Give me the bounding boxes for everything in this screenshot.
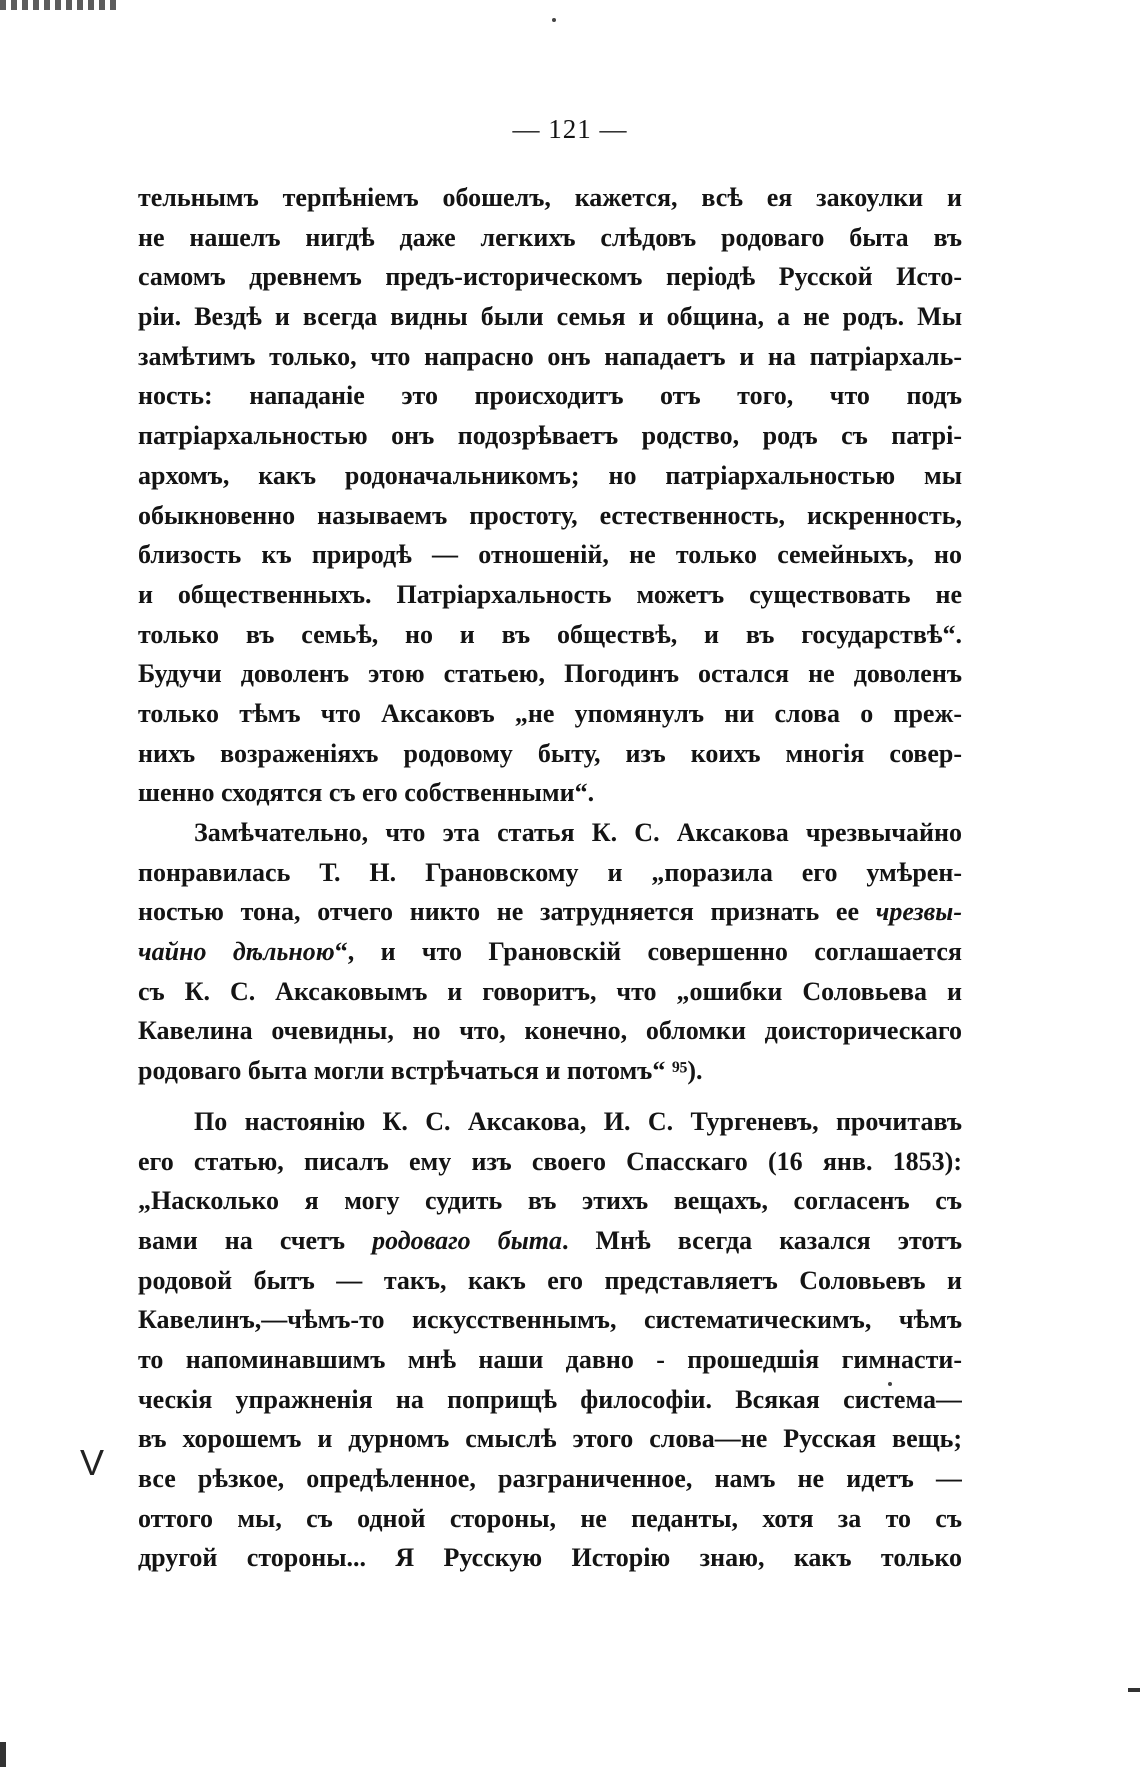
text-line: Замѣчательно, что эта статья К. С. Аксакова чрезвычайно (194, 818, 962, 847)
text-line: обыкновенно называемъ простоту, естественность, искренность, (138, 500, 962, 530)
scan-artifact-bottom-right (1128, 1688, 1140, 1692)
text-line: его статью, писалъ ему изъ своего Спасскаго (16 янв. 1853): (138, 1146, 962, 1176)
text-line: ріи. Вездѣ и всегда видны были семья и община, а не родъ. Мы (138, 302, 962, 332)
italic-run: чрезвы- (875, 897, 962, 927)
text-line: тельнымъ терпѣніемъ обошелъ, кажется, всѣ ея закоулки и (138, 183, 962, 212)
text-line: ность: нападаніе это происходитъ отъ того, что подъ (138, 381, 962, 411)
text-line: родовой бытъ — такъ, какъ его представляетъ Соловьевъ и (138, 1265, 962, 1295)
margin-handwritten-mark: V (80, 1442, 105, 1483)
text-line: Кавелинъ,—чѣмъ-то искусственнымъ, систематическимъ, чѣмъ (138, 1305, 962, 1335)
body-text (138, 178, 962, 1578)
text-line: патріархальностью онъ подозрѣваетъ родство, родъ съ патрі- (138, 421, 962, 451)
text-run: ностью тона, отчего никто не затрудняется признать ее (138, 897, 859, 927)
scan-artifact-top-left (0, 0, 120, 10)
italic-run: родоваго быта (372, 1225, 562, 1255)
text-line: въ хорошемъ и дурномъ смыслѣ этого слова—не Русская вещь; (138, 1424, 962, 1454)
text-line: оттого мы, съ одной стороны, не педанты, хотя за то съ (138, 1503, 962, 1533)
text-line: другой стороны... Я Русскую Исторію знаю, какъ только (138, 1543, 962, 1573)
text-line: понравилась Т. Н. Грановскому и „поразила его умѣрен- (138, 857, 962, 887)
text-line (138, 932, 962, 972)
text-line: самомъ древнемъ предъ-историческомъ періодѣ Русской Исто- (138, 262, 962, 292)
text-line (138, 892, 962, 932)
text-line: не нашелъ нигдѣ даже легкихъ слѣдовъ родоваго быта въ (138, 222, 962, 252)
italic-run: чайно дѣльною (138, 937, 335, 967)
text-line: „Насколько я могу судить въ этихъ вещахъ, согласенъ съ (138, 1186, 962, 1216)
text-line: все рѣзкое, опредѣленное, разграниченное, намъ не идетъ — (138, 1464, 962, 1493)
text-line: только въ семьѣ, но и въ обществѣ, и въ государствѣ“. (138, 619, 962, 649)
text-line: только тѣмъ что Аксаковъ „не упомянулъ ни слова о преж- (138, 698, 962, 728)
text-line: близость къ природѣ — отношеній, не только семейныхъ, но (138, 540, 962, 570)
text-line: съ К. С. Аксаковымъ и говоритъ, что „ошибки Соловьева и (138, 976, 962, 1006)
text-run: “, и что Грановскій совершенно соглашается (334, 937, 962, 967)
text-line: нихъ возраженіяхъ родовому быту, изъ коихъ многія совер- (138, 738, 962, 768)
text-line: Кавелина очевидны, но что, конечно, обломки доисторическаго (138, 1016, 962, 1046)
text-line: родоваго быта могли встрѣчаться и потомъ“ ⁹⁵). (138, 1056, 703, 1086)
text-line: архомъ, какъ родоначальникомъ; но патріархальностью мы (138, 460, 962, 490)
text-line: то напоминавшимъ мнѣ наши давно - прошедшія гимнасти- (138, 1344, 962, 1374)
text-line: По настоянію К. С. Аксакова, И. С. Тургеневъ, прочитавъ (194, 1106, 962, 1136)
text-line: замѣтимъ только, что напрасно онъ нападаетъ и на патріархаль- (138, 341, 962, 371)
text-line: ческія упражненія на поприщѣ философіи. Всякая система— (138, 1384, 962, 1414)
text-line: шенно сходятся съ его собственными“. (138, 778, 595, 808)
scan-speck (552, 18, 556, 22)
text-line: Будучи доволенъ этою статьею, Погодинъ остался не доволенъ (138, 659, 962, 689)
text-run: вами на счетъ (138, 1225, 345, 1255)
text-line: и общественныхъ. Патріархальность можетъ существовать не (138, 579, 962, 609)
scan-artifact-bottom-left (0, 1742, 6, 1767)
page-number: — 121 — (512, 114, 628, 144)
text-run: . Мнѣ всегда казался этотъ (561, 1225, 962, 1255)
text-line (138, 1221, 962, 1261)
